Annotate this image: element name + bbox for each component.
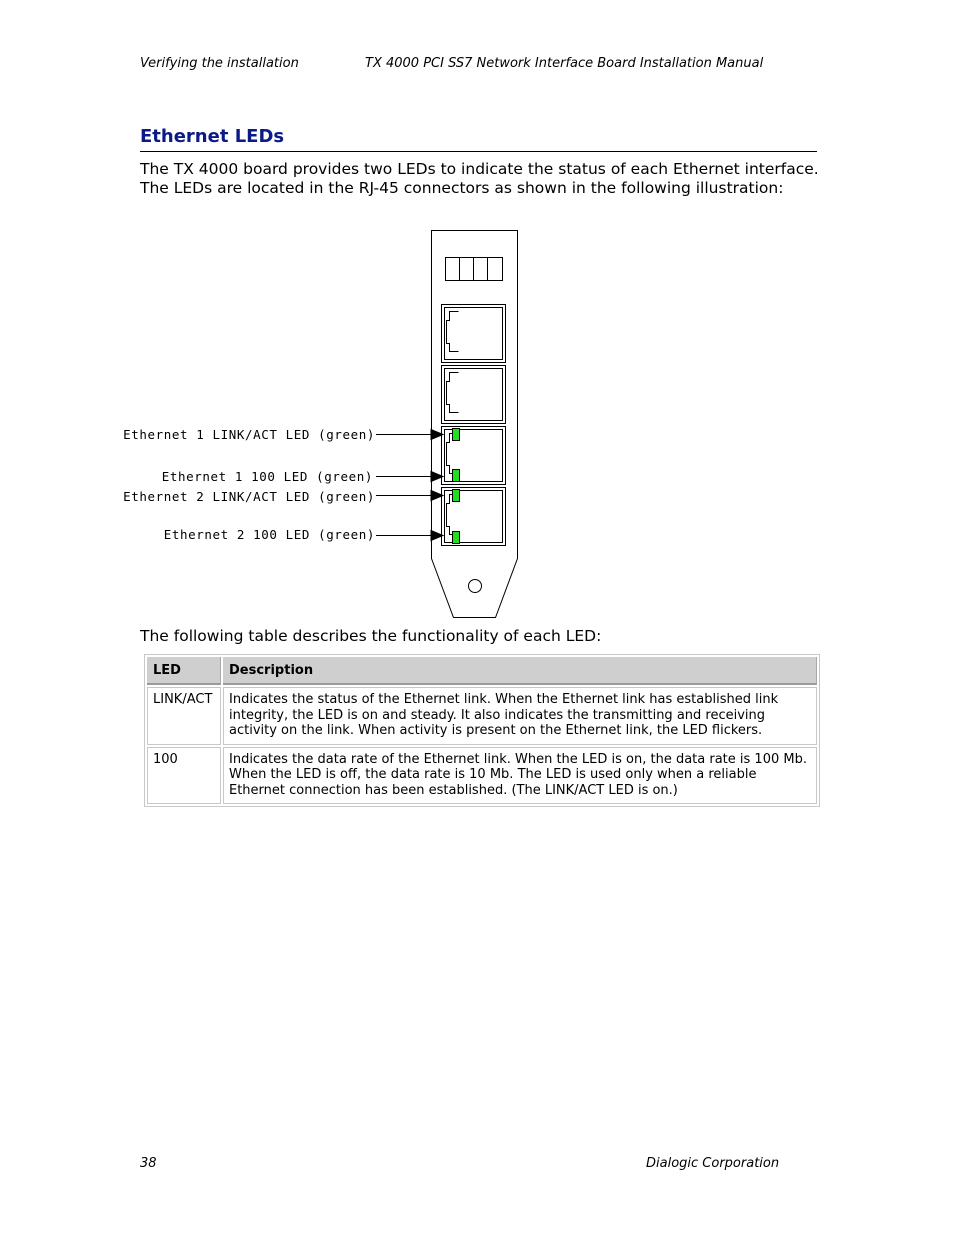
description-cell: Indicates the status of the Ethernet link. When the Ethernet link has established link integrity, the LED is on and steady. It also indicates the transmitting and receiving activity on the link. When activity is present on the Ethernet link, the LED flickers. (223, 687, 817, 745)
led-table (144, 654, 820, 807)
mounting-hole (469, 580, 482, 593)
callout-eth2-100: Ethernet 2 100 LED (green) (163, 527, 375, 542)
bracket-illustration (0, 220, 954, 630)
eth1-linkact-led (453, 429, 460, 441)
eth1-100-led (453, 470, 460, 482)
table-row (147, 687, 817, 745)
rj45-port-ethernet-1 (442, 427, 506, 485)
rj45-port-ethernet-2 (442, 488, 506, 546)
led-cell: 100 (147, 747, 221, 805)
table-header-row (147, 657, 817, 685)
column-header-led: LED (147, 657, 221, 685)
intro-paragraph: The TX 4000 board provides two LEDs to indicate the status of each Ethernet interface. The LEDs are located in the RJ-45 connectors as shown in the following illustration: (140, 160, 819, 197)
column-header-description: Description (223, 657, 817, 685)
callout-eth2-linkact: Ethernet 2 LINK/ACT LED (green) (123, 489, 375, 504)
table-intro: The following table describes the functionality of each LED: (140, 627, 602, 645)
rj45-port-2 (442, 366, 506, 424)
eth2-linkact-led (453, 490, 460, 502)
running-header-section: Verifying the installation (140, 56, 299, 71)
callout-eth1-100: Ethernet 1 100 LED (green) (161, 469, 373, 484)
section-heading: Ethernet LEDs (140, 126, 285, 147)
table-row (147, 747, 817, 805)
heading-rule (140, 151, 817, 152)
description-cell: Indicates the data rate of the Ethernet link. When the LED is on, the data rate is 100 Mb. When the LED is off, the data rate is 10 Mb. The LED is used only when a reliable Ethernet connection has been established. (The LINK/ACT LED is on.) (223, 747, 817, 805)
led-cell: LINK/ACT (147, 687, 221, 745)
running-header-manual: TX 4000 PCI SS7 Network Interface Board Installation Manual (365, 56, 764, 71)
bracket-diagram (0, 220, 954, 630)
callout-eth1-linkact: Ethernet 1 LINK/ACT LED (green) (123, 427, 375, 442)
rj45-port-1 (442, 305, 506, 363)
page-number: 38 (140, 1156, 157, 1171)
footer-company: Dialogic Corporation (646, 1156, 780, 1171)
eth2-100-led (453, 532, 460, 544)
